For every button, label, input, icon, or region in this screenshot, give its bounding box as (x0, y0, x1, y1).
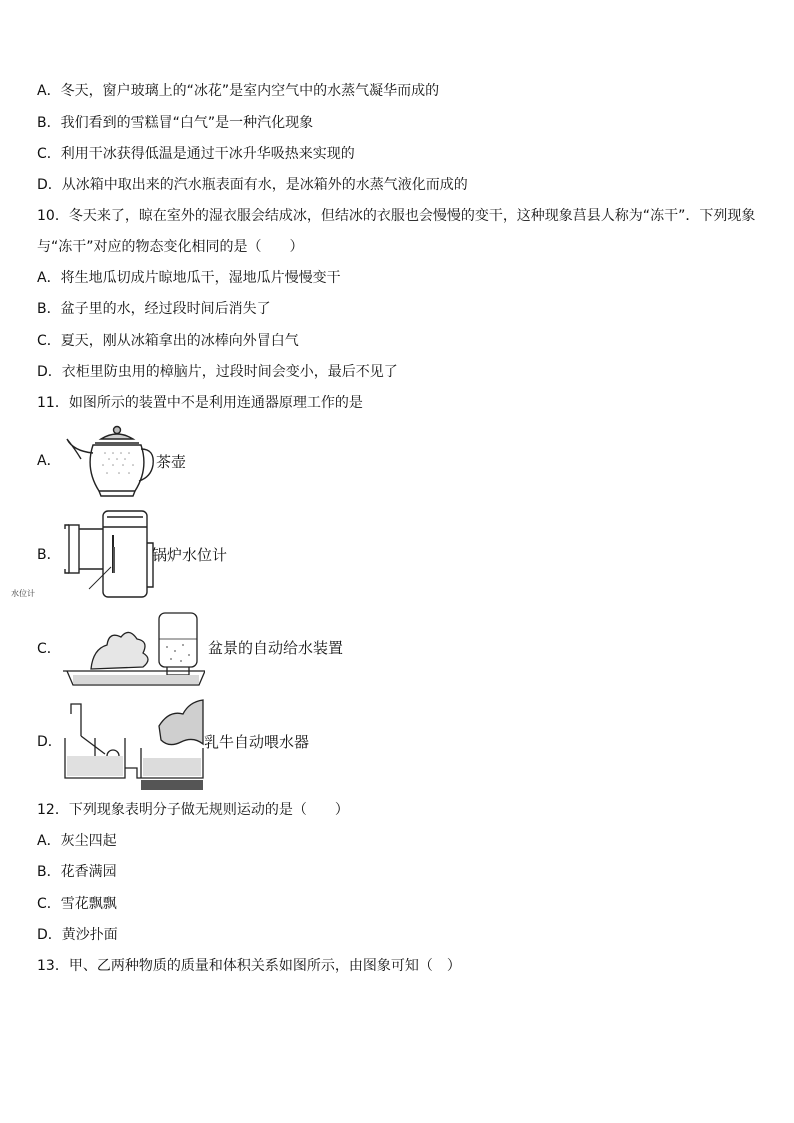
q9-option-d: D．从冰箱中取出来的汽水瓶表面有水，是冰箱外的水蒸气液化而成的 (37, 177, 468, 193)
q11-option-a-caption: 茶壶 (156, 453, 187, 471)
q10-stem-line1: 10．冬天来了，晾在室外的湿衣服会结成冰，但结冰的衣服也会慢慢的变干，这种现象莒县人称为“冻干”．下列现象 (37, 208, 756, 224)
q9-option-b: B．我们看到的雪糕冒“白气”是一种汽化现象 (37, 115, 314, 131)
q11-option-b-letter: B． (37, 547, 61, 563)
q11-stem: 11．如图所示的装置中不是利用连通器原理工作的是 (37, 395, 363, 411)
q10-option-d: D．衣柜里防虫用的樟脑片，过段时间会变小，最后不见了 (37, 364, 398, 380)
q11-option-c-letter: C． (37, 641, 61, 657)
q11-option-a-letter: A． (37, 453, 61, 469)
q12-option-c: C．雪花飘飘 (37, 896, 117, 912)
q10-option-a: A．将生地瓜切成片晾地瓜干，湿地瓜片慢慢变干 (37, 270, 341, 286)
boiler-gauge-label: 水位计 (11, 589, 35, 598)
q12-option-b: B．花香满园 (37, 864, 117, 880)
q13-stem: 13．甲、乙两种物质的质量和体积关系如图所示，由图象可知（ ） (37, 958, 461, 974)
cow-feeder-figure (63, 696, 205, 792)
q11-option-c-caption: 盆景的自动给水装置 (208, 639, 344, 657)
q10-option-c: C．夏天，刚从冰箱拿出的冰棒向外冒白气 (37, 333, 299, 349)
q11-option-b-caption: 锅炉水位计 (152, 546, 228, 564)
teapot-figure (63, 425, 155, 499)
q10-stem-line2: 与“冻干”对应的物态变化相同的是（ ） (37, 239, 304, 255)
q11-option-d-letter: D． (37, 734, 62, 750)
q9-option-a: A．冬天，窗户玻璃上的“冰花”是室内空气中的水蒸气凝华而成的 (37, 83, 440, 99)
bonsai-figure (63, 609, 205, 691)
q12-option-d: D．黄沙扑面 (37, 927, 118, 943)
q12-stem: 12．下列现象表明分子做无规则运动的是（ ） (37, 802, 349, 818)
q10-option-b: B．盆子里的水，经过段时间后消失了 (37, 301, 271, 317)
q12-option-a: A．灰尘四起 (37, 833, 117, 849)
q11-option-d-caption: 乳牛自动喂水器 (204, 733, 310, 751)
boiler-figure (63, 507, 155, 603)
q9-option-c: C．利用干冰获得低温是通过干冰升华吸热来实现的 (37, 146, 355, 162)
